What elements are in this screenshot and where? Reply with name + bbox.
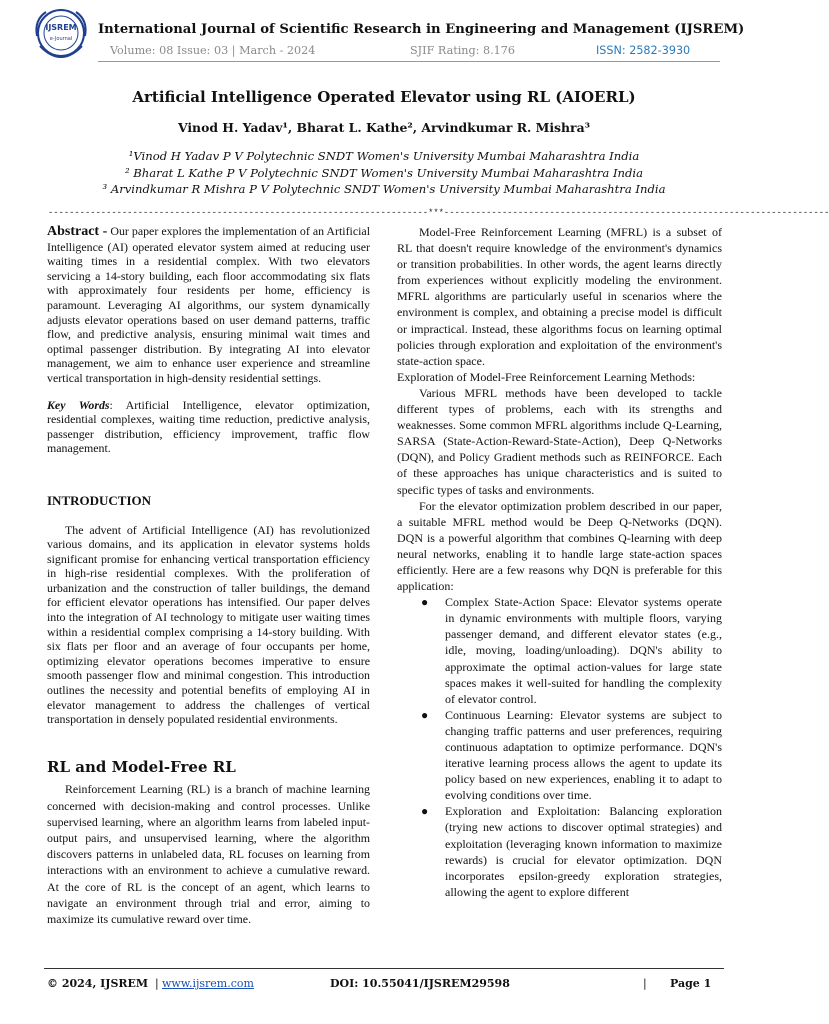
footer-rule	[44, 968, 724, 969]
introduction-heading: INTRODUCTION	[47, 492, 152, 508]
doi: DOI: 10.55041/IJSREM29598	[330, 977, 510, 990]
left-column	[47, 224, 370, 927]
issn: ISSN: 2582-3930	[596, 44, 691, 57]
abstract-body: Our paper explores the implementation of an Artificial Intelligence (AI) operated elevator system aimed at reducing user waiting times in a residential complex. With two elevators servicing a 14-story building, each floor accommodating six flats with approximately four residents per home, efficiency is paramount. Leveraging AI algorithms, our system dynamically adjusts elevator operations based on user demand patterns, traffic flow, and predictive analysis, ensuring minimal wait times and optimal passenger distribution. By integrating AI into elevator management, we aim to enhance user experience and streamline vertical transportation in high-density residential settings.	[47, 224, 370, 385]
keywords-label: Key Words	[47, 397, 110, 412]
abstract	[47, 224, 370, 386]
right-column	[397, 224, 722, 900]
introduction-body: The advent of Artificial Intelligence (AI) has revolutionized various domains, and its application in elevator systems holds significant promise for enhancing vertical transportation efficiency in high-rise residential complexes. With the proliferation of urbanization and the construction of taller buildings, the demand for efficient elevator operations has intensified. Our paper delves into the integration of AI technology to mitigate user waiting times within a residential complex comprising a 14-story building. With six flats per floor and an average of four occupants per home, optimizing elevator operations becomes imperative to ensure smooth passenger flow and minimal congestion. This introduction outlines the necessity and potential benefits of employing AI in elevator management to address the challenges of vertical transportation in densely populated residential environments.	[47, 522, 370, 727]
affiliation-3: ³ Arvindkumar R Mishra P V Polytechnic SNDT Women's University Mumbai Maharashtra India	[102, 182, 666, 196]
keywords	[47, 398, 370, 456]
affiliations	[0, 148, 768, 198]
ijsrem-logo-icon	[30, 6, 92, 64]
journal-title: International Journal of Scientific Research in Engineering and Management (IJSREM)	[98, 22, 745, 37]
copyright: © 2024, IJSREM	[47, 977, 149, 990]
affiliation-2: ² Bharat L Kathe P V Polytechnic SNDT Women's University Mumbai Maharashtra India	[124, 165, 644, 180]
keywords-body: : Artificial Intelligence, elevator optimization, residential complexes, waiting time reduction, predictive analysis, passenger distribution, efficiency improvement, traffic flow management.	[47, 397, 370, 456]
rl-body: Reinforcement Learning (RL) is a branch of machine learning concerned with decision-making and control processes. Unlike supervised learning, where an algorithm learns from labeled input-output pairs, and unsupervised learning, where the algorithm discovers patterns in unlabeled data, RL focuses on learning from interactions with an environment to achieve a cumulative reward. At the core of RL is the concept of an agent, which learns to navigate an environment through trial and error, aiming to maximize its cumulative reward over time.	[47, 782, 370, 927]
affiliation-1: ¹Vinod H Yadav P V Polytechnic SNDT Women's University Mumbai Maharashtra India	[128, 149, 640, 163]
header-rule	[98, 61, 720, 62]
footer-separator: |	[155, 977, 159, 990]
page-number: Page 1	[670, 977, 712, 990]
volume-issue: Volume: 08 Issue: 03 | March - 2024	[110, 44, 316, 57]
website-link[interactable]: www.ijsrem.com	[162, 977, 254, 990]
mfrl-methods-heading: Exploration of Model-Free Reinforcement Learning Methods:	[397, 369, 696, 384]
bullet-icon: ●	[421, 595, 429, 610]
dqn-paragraph: For the elevator optimization problem described in our paper, a suitable MFRL method would be Deep Q-Networks (DQN). DQN is a powerful algorithm that combines Q-learning with deep neural networks, enabling it to handle large state-action spaces efficiently. Here are a few reasons why DQN is preferable for this application:	[397, 498, 722, 594]
mfrl-paragraph: Model-Free Reinforcement Learning (MFRL) is a subset of RL that doesn't require knowledge of the environment's dynamics or transition probabilities. In other words, the agent learns directly from experiences without explicitly modeling the environment. MFRL algorithms are particularly useful in scenarios where the environment is complex, and obtaining a precise model is difficult or impractical. Instead, these algorithms focus on learning optimal policies through exploration and exploitation of the environment's state-action space.	[397, 225, 722, 368]
footer-separator: |	[643, 977, 647, 990]
dqn-reasons-list	[397, 594, 722, 900]
bullet-icon: ●	[421, 707, 429, 722]
list-item: ● Exploration and Exploitation: Balancing exploration (trying new actions to discover optimal strategies) and exploitation (leveraging known information to maximize rewards) is crucial for elevator optimization. DQN incorporates epsilon-greedy exploration strategies, allowing the agent to explore different	[421, 804, 722, 899]
abstract-heading: Abstract -	[47, 224, 108, 239]
section-divider: ------------------------------------------------------------------------***-------------------------------------------------------------------------	[48, 208, 829, 218]
authors: Vinod H. Yadav¹, Bharat L. Kathe², Arvindkumar R. Mishra³	[177, 120, 591, 135]
bullet-icon: ●	[421, 804, 429, 819]
list-item: ● Complex State-Action Space: Elevator systems operate in dynamic environments with multiple floors, varying passenger demand, and different elevator states (e.g., idle, moving, loading/unloading). DQN's ability to approximate the optimal action-values for large state spaces makes it well-suited for handling the complexity of elevator control.	[421, 595, 722, 706]
svg-text:e-Journal: e-Journal	[49, 36, 73, 42]
sjif-rating: SJIF Rating: 8.176	[410, 44, 516, 57]
list-item: ● Continuous Learning: Elevator systems are subject to changing traffic patterns and user preferences, requiring continuous adaptation to optimize performance. DQN's iterative learning process allows the agent to update its policy based on new experiences, enabling it to adapt to evolving conditions over time.	[421, 707, 722, 803]
paper-title: Artificial Intelligence Operated Elevator using RL (AIOERL)	[132, 88, 636, 106]
rl-heading: RL and Model-Free RL	[47, 757, 236, 776]
journal-header	[0, 0, 768, 70]
mfrl-methods-paragraph: Various MFRL methods have been developed to tackle different types of problems, each with its strengths and weaknesses. Some common MFRL algorithms include Q-Learning, SARSA (State-Action-Reward-State-Action), Deep Q-Networks (DQN), and Policy Gradient methods such as REINFORCE. Each of these approaches has unique characteristics and is suited to specific types of tasks and environments.	[397, 385, 722, 497]
svg-text:IJSREM: IJSREM	[45, 23, 77, 32]
